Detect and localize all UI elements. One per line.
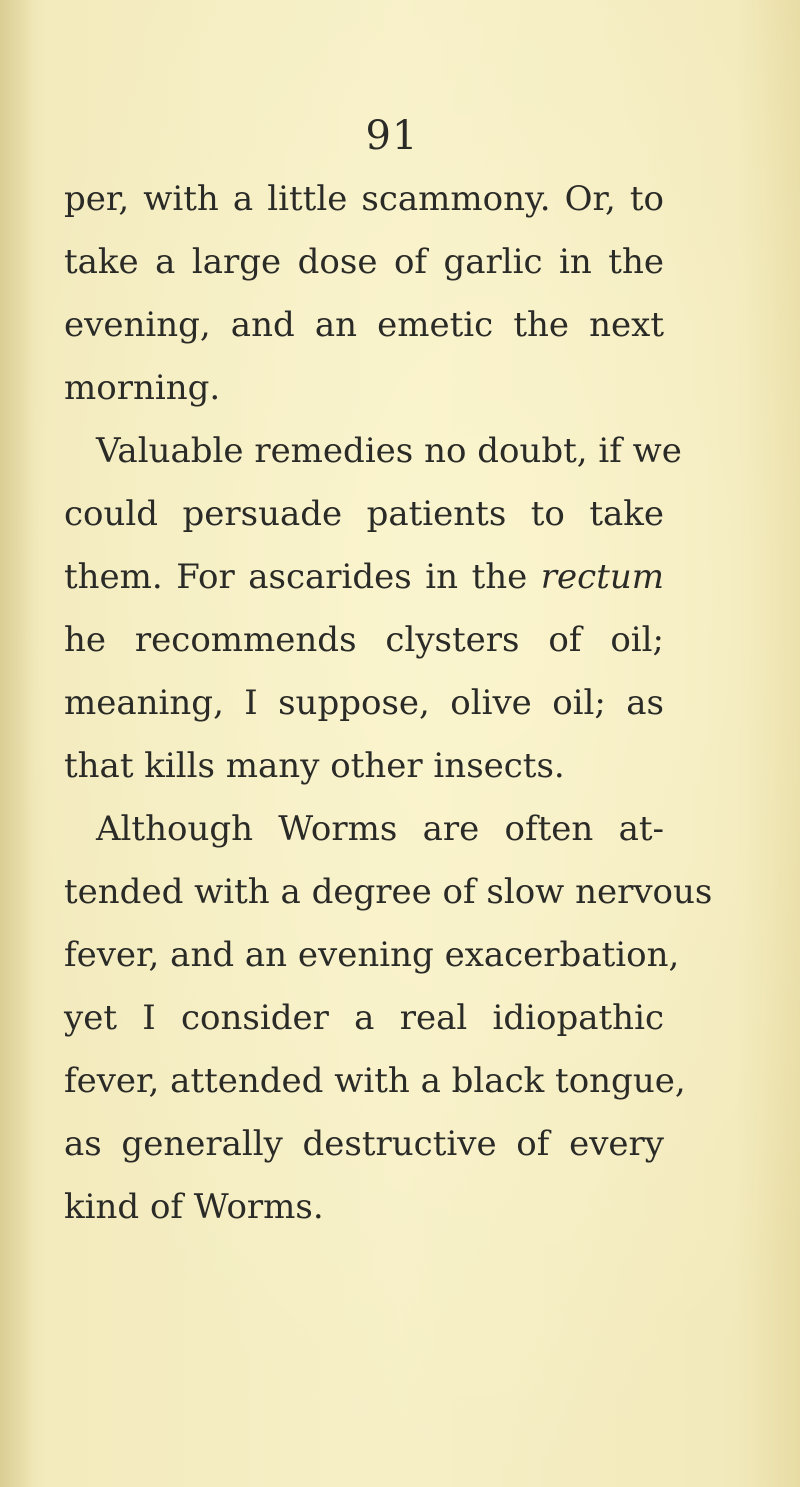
- body-text: [64, 168, 713, 1239]
- text-line: meaning, I suppose, olive oil; as: [64, 683, 664, 723]
- text-run: them. For ascarides in the: [64, 557, 541, 597]
- text-line: that kills many other insects.: [64, 746, 565, 786]
- text-line: tended with a degree of slow nervous: [64, 872, 713, 912]
- text-line: [64, 546, 664, 609]
- text-line: fever, and an evening exacerbation,: [64, 935, 680, 975]
- text-line: morning.: [64, 368, 221, 408]
- paragraph-start-line: Although Worms are often at-: [96, 809, 664, 849]
- text-line: kind of Worms.: [64, 1187, 324, 1227]
- text-line: evening, and an emetic the next: [64, 305, 664, 345]
- page-number: 91: [365, 113, 419, 159]
- text-line: as generally destructive of every: [64, 1124, 664, 1164]
- page-gutter-shadow: [0, 0, 34, 1487]
- paragraph-start-line: Valuable remedies no doubt, if we: [96, 431, 682, 471]
- italic-term-rectum: rectum: [540, 557, 664, 597]
- text-line: he recommends clysters of oil;: [64, 620, 664, 660]
- text-line: take a large dose of garlic in the: [64, 242, 664, 282]
- text-line: yet I consider a real idiopathic: [64, 998, 664, 1038]
- text-line: per, with a little scammony. Or, to: [64, 179, 664, 219]
- text-line: fever, attended with a black tongue,: [64, 1061, 686, 1101]
- text-line: could persuade patients to take: [64, 494, 664, 534]
